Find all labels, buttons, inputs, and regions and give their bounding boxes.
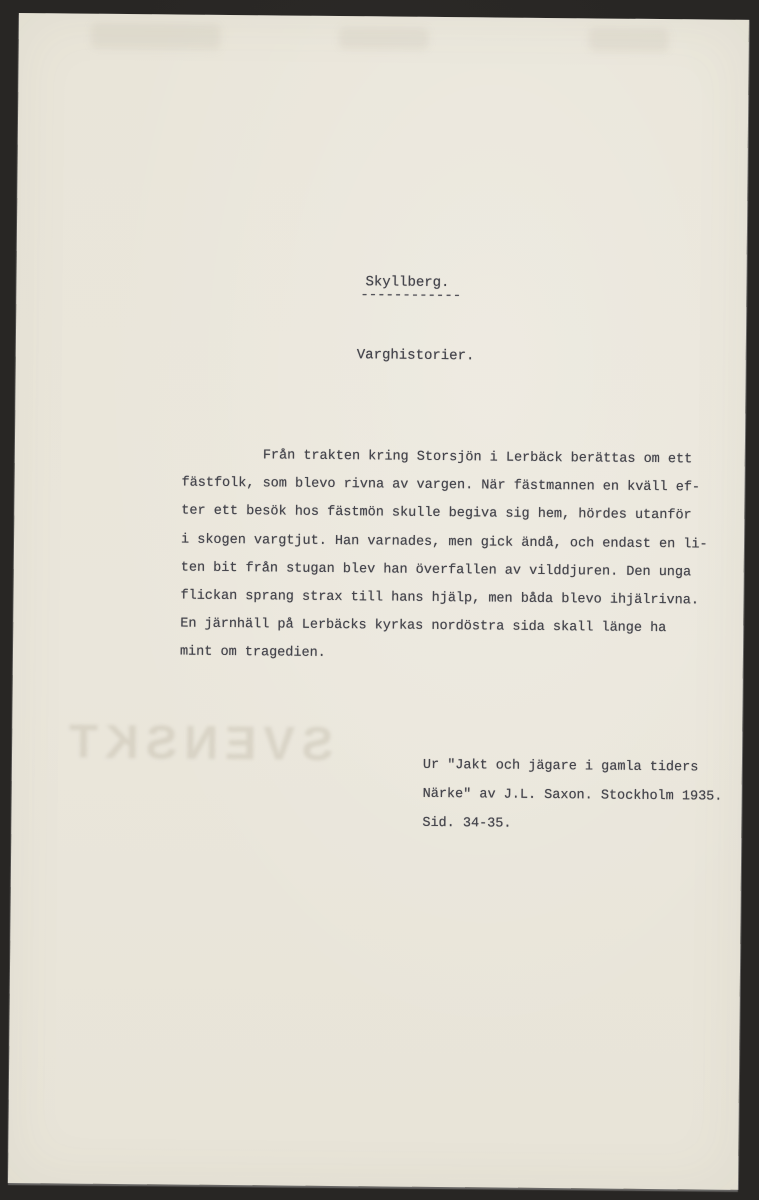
source-citation: Ur "Jakt och jägare i gamla tiders Närke" av J.L. Saxon. Stockholm 1935. Sid. 34-35. [422,757,723,832]
page-title: Skyllberg. [365,274,450,292]
showthrough-mark [589,27,669,52]
section-heading: Varghistorier. [356,347,475,365]
title-underline: ------------ [360,287,462,305]
showthrough-mark [339,27,429,50]
showthrough-mark [91,23,221,50]
document-page [8,13,749,1190]
body-paragraph: Från trakten kring Storsjön i Lerbäck berättas om ett fästfolk, som blevo rivna av vargen. När fästmannen en kväll ef- ter ett besök hos fästmön skulle begiva sig hem, hördes utanför i skogen vargtjut. Han varnades, men gick ändå, och endast en li- ten bit från stugan blev han överfallen av vilddjuren. Den unga flickan sprang strax till hans hjälp, men båda blevo ihjälrivna. En järnhäll på Lerbäcks kyrkas nordöstra sida skall länge ha mint om tragedien. [179,447,708,662]
showthrough-watermark: SVENSKT [61,714,334,770]
